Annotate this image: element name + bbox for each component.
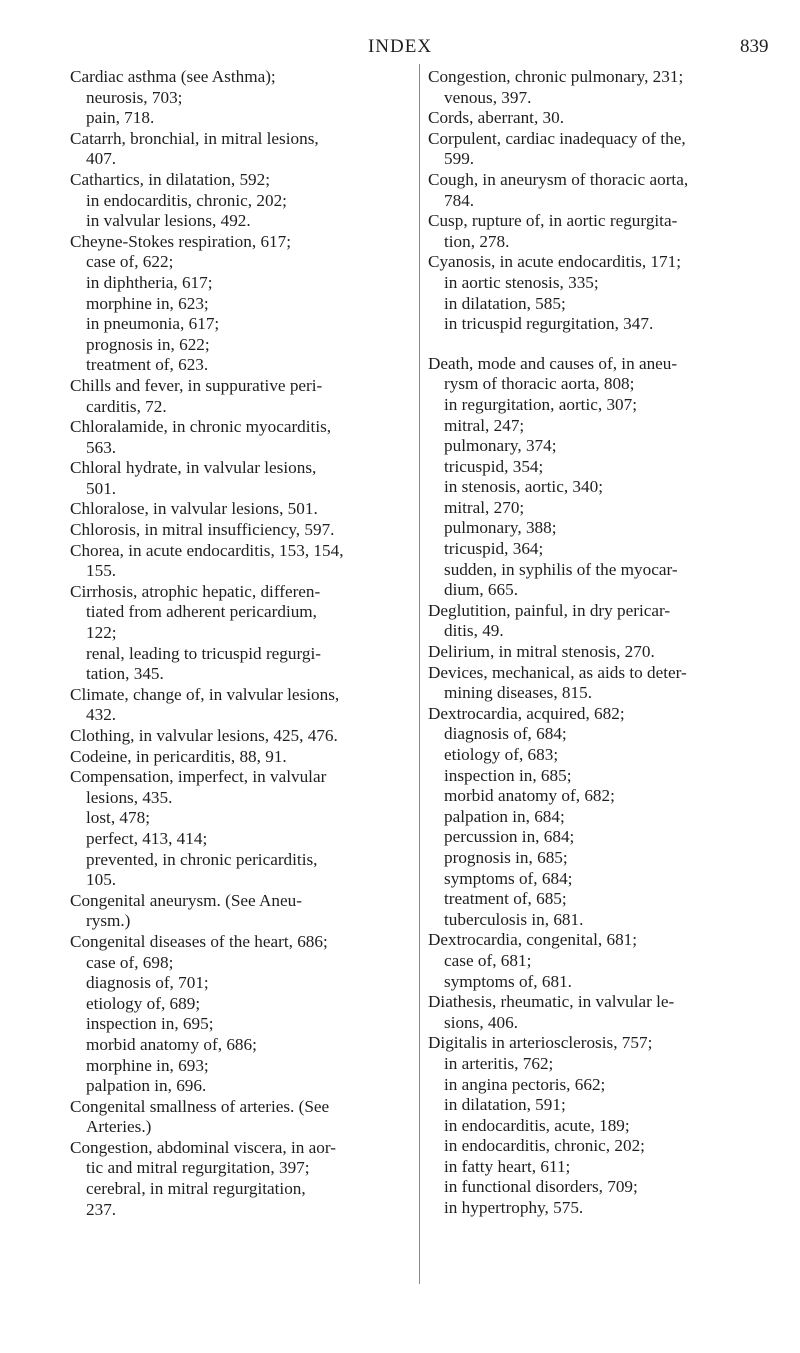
index-entry: Congestion, chronic pulmonary, 231; <box>428 67 684 86</box>
index-entry: Devices, mechanical, as aids to deter- <box>428 662 687 682</box>
index-column-right <box>428 67 773 1219</box>
index-subentry: dium, 665. <box>444 580 519 600</box>
index-subentry: tricuspid, 364; <box>444 539 544 559</box>
index-entry: Congestion, abdominal viscera, in aor- <box>70 1137 336 1157</box>
index-subentry: ditis, 49. <box>444 621 504 641</box>
column-divider <box>419 64 420 1284</box>
index-subentry: venous, 397. <box>444 87 532 107</box>
index-subentry: in stenosis, aortic, 340; <box>444 477 603 497</box>
index-entry: Deglutition, painful, in dry pericar- <box>428 600 671 620</box>
index-subentry: 237. <box>86 1199 117 1219</box>
index-subentry: palpation in, 696. <box>86 1076 207 1096</box>
index-subentry: tuberculosis in, 681. <box>444 909 584 929</box>
index-subentry: in regurgitation, aortic, 307; <box>444 394 637 414</box>
index-subentry: 105. <box>86 870 117 890</box>
index-entry: Congenital smallness of arteries. (See <box>70 1096 330 1116</box>
index-entry: Chlorosis, in mitral insufficiency, 597. <box>70 520 335 540</box>
index-subentry: Arteries.) <box>86 1117 152 1137</box>
index-entry: Diathesis, rheumatic, in valvular le- <box>428 992 675 1012</box>
index-subentry: 407. <box>86 149 117 169</box>
index-subentry: 784. <box>444 190 475 210</box>
index-subentry: prognosis in, 622; <box>86 334 210 354</box>
index-subentry: cerebral, in mitral regurgitation, <box>86 1179 306 1199</box>
index-entry: Cyanosis, in acute endocarditis, 171; <box>428 252 681 272</box>
index-entry: Cirrhosis, atrophic hepatic, differen- <box>70 581 321 601</box>
index-subentry: lesions, 435. <box>86 787 173 807</box>
index-subentry: tic and mitral regurgitation, 397; <box>86 1158 310 1178</box>
index-subentry: prevented, in chronic pericarditis, <box>86 849 318 869</box>
index-entry: Codeine, in pericarditis, 88, 91. <box>70 746 287 766</box>
index-subentry: pulmonary, 388; <box>444 518 557 538</box>
index-subentry: in endocarditis, acute, 189; <box>444 1115 630 1135</box>
index-subentry: mining diseases, 815. <box>444 683 592 703</box>
index-subentry: perfect, 413, 414; <box>86 828 208 848</box>
index-subentry: morphine in, 623; <box>86 293 209 313</box>
index-subentry: palpation in, 684; <box>444 806 565 826</box>
index-entry: Cardiac asthma (see Asthma); <box>70 67 276 86</box>
index-entry: Dextrocardia, congenital, 681; <box>428 930 638 950</box>
index-column-left <box>70 67 412 1220</box>
index-subentry: morbid anatomy of, 686; <box>86 1034 257 1054</box>
index-subentry: neurosis, 703; <box>86 87 183 107</box>
index-subentry: in dilatation, 591; <box>444 1095 566 1115</box>
index-subentry: in dilatation, 585; <box>444 293 566 313</box>
index-entry: Cathartics, in dilatation, 592; <box>70 169 271 189</box>
index-subentry: 432. <box>86 705 117 725</box>
index-subentry: 122; <box>86 623 117 643</box>
index-subentry: renal, leading to tricuspid regurgi- <box>86 643 321 663</box>
index-subentry: morphine in, 693; <box>86 1055 209 1075</box>
index-entry: Congenital aneurysm. (See Aneu- <box>70 890 302 910</box>
index-entry: Digitalis in arteriosclerosis, 757; <box>428 1033 653 1053</box>
index-subentry: in fatty heart, 611; <box>444 1156 571 1176</box>
index-subentry: tation, 345. <box>86 664 164 684</box>
index-entry: Delirium, in mitral stenosis, 270. <box>428 642 655 662</box>
index-subentry: sudden, in syphilis of the myocar- <box>444 559 678 579</box>
index-entry: Cough, in aneurysm of thoracic aorta, <box>428 169 689 189</box>
index-subentry: tiated from adherent pericardium, <box>86 602 317 622</box>
index-subentry: rysm of thoracic aorta, 808; <box>444 374 635 394</box>
index-subentry: in tricuspid regurgitation, 347. <box>444 314 654 334</box>
index-subentry: symptoms of, 681. <box>444 971 572 991</box>
index-subentry: morbid anatomy of, 682; <box>444 786 615 806</box>
index-subentry: tricuspid, 354; <box>444 456 544 476</box>
index-subentry: treatment of, 623. <box>86 355 209 375</box>
index-subentry: in valvular lesions, 492. <box>86 211 251 231</box>
index-subentry: diagnosis of, 701; <box>86 973 209 993</box>
index-subentry: in endocarditis, chronic, 202; <box>444 1136 645 1156</box>
index-subentry: etiology of, 683; <box>444 745 559 764</box>
index-entry: Clothing, in valvular lesions, 425, 476. <box>70 726 338 745</box>
index-entry: Compensation, imperfect, in valvular <box>70 767 327 787</box>
index-subentry: carditis, 72. <box>86 396 167 416</box>
index-subentry: tion, 278. <box>444 231 510 251</box>
index-subentry: diagnosis of, 684; <box>444 724 567 744</box>
index-subentry: inspection in, 685; <box>444 765 572 785</box>
index-subentry: inspection in, 695; <box>86 1014 214 1034</box>
index-subentry: rysm.) <box>86 911 131 931</box>
index-subentry: case of, 681; <box>444 950 532 970</box>
index-subentry: case of, 622; <box>86 252 174 272</box>
index-entry: Chorea, in acute endocarditis, 153, 154, <box>70 540 344 560</box>
index-subentry: in pneumonia, 617; <box>86 314 220 334</box>
index-subentry: in aortic stenosis, 335; <box>444 272 599 292</box>
index-subentry: case of, 698; <box>86 952 174 972</box>
page-number: 839 <box>740 36 769 57</box>
index-subentry: 155. <box>86 561 117 581</box>
index-subentry: mitral, 247; <box>444 415 525 435</box>
index-subentry: in angina pectoris, 662; <box>444 1074 606 1094</box>
index-subentry: treatment of, 685; <box>444 889 567 909</box>
index-subentry: sions, 406. <box>444 1012 519 1032</box>
index-subentry: in functional disorders, 709; <box>444 1177 638 1197</box>
index-subentry: mitral, 270; <box>444 497 525 517</box>
index-entry: Catarrh, bronchial, in mitral lesions, <box>70 128 319 148</box>
index-subentry: pulmonary, 374; <box>444 436 557 456</box>
index-entry: Corpulent, cardiac inadequacy of the, <box>428 128 686 148</box>
index-subentry: in hypertrophy, 575. <box>444 1198 584 1218</box>
index-entry: Death, mode and causes of, in aneu- <box>428 353 678 373</box>
section-gap <box>428 335 773 354</box>
page-header-title: INDEX <box>367 36 433 57</box>
index-subentry: lost, 478; <box>86 808 150 828</box>
index-subentry: etiology of, 689; <box>86 993 201 1013</box>
index-subentry: percussion in, 684; <box>444 827 575 847</box>
index-subentry: 599. <box>444 149 475 169</box>
index-entry: Chloral hydrate, in valvular lesions, <box>70 458 317 478</box>
index-entry: Chills and fever, in suppurative peri- <box>70 375 323 395</box>
index-subentry: prognosis in, 685; <box>444 847 568 867</box>
index-subentry: symptoms of, 684; <box>444 868 573 888</box>
index-entry: Cusp, rupture of, in aortic regurgita- <box>428 211 678 231</box>
index-entry: Cheyne-Stokes respiration, 617; <box>70 231 292 251</box>
index-subentry: in diphtheria, 617; <box>86 272 213 292</box>
index-subentry: 563. <box>86 437 117 457</box>
index-subentry: 501. <box>86 478 117 498</box>
index-entry: Chloralamide, in chronic myocarditis, <box>70 417 332 437</box>
index-entry: Chloralose, in valvular lesions, 501. <box>70 499 318 519</box>
index-subentry: in arteritis, 762; <box>444 1053 554 1073</box>
index-subentry: in endocarditis, chronic, 202; <box>86 190 287 210</box>
index-entry: Congenital diseases of the heart, 686; <box>70 931 328 951</box>
index-entry: Cords, aberrant, 30. <box>428 108 565 128</box>
index-entry: Dextrocardia, acquired, 682; <box>428 703 625 723</box>
index-entry: Climate, change of, in valvular lesions, <box>70 684 340 704</box>
index-subentry: pain, 718. <box>86 108 155 128</box>
